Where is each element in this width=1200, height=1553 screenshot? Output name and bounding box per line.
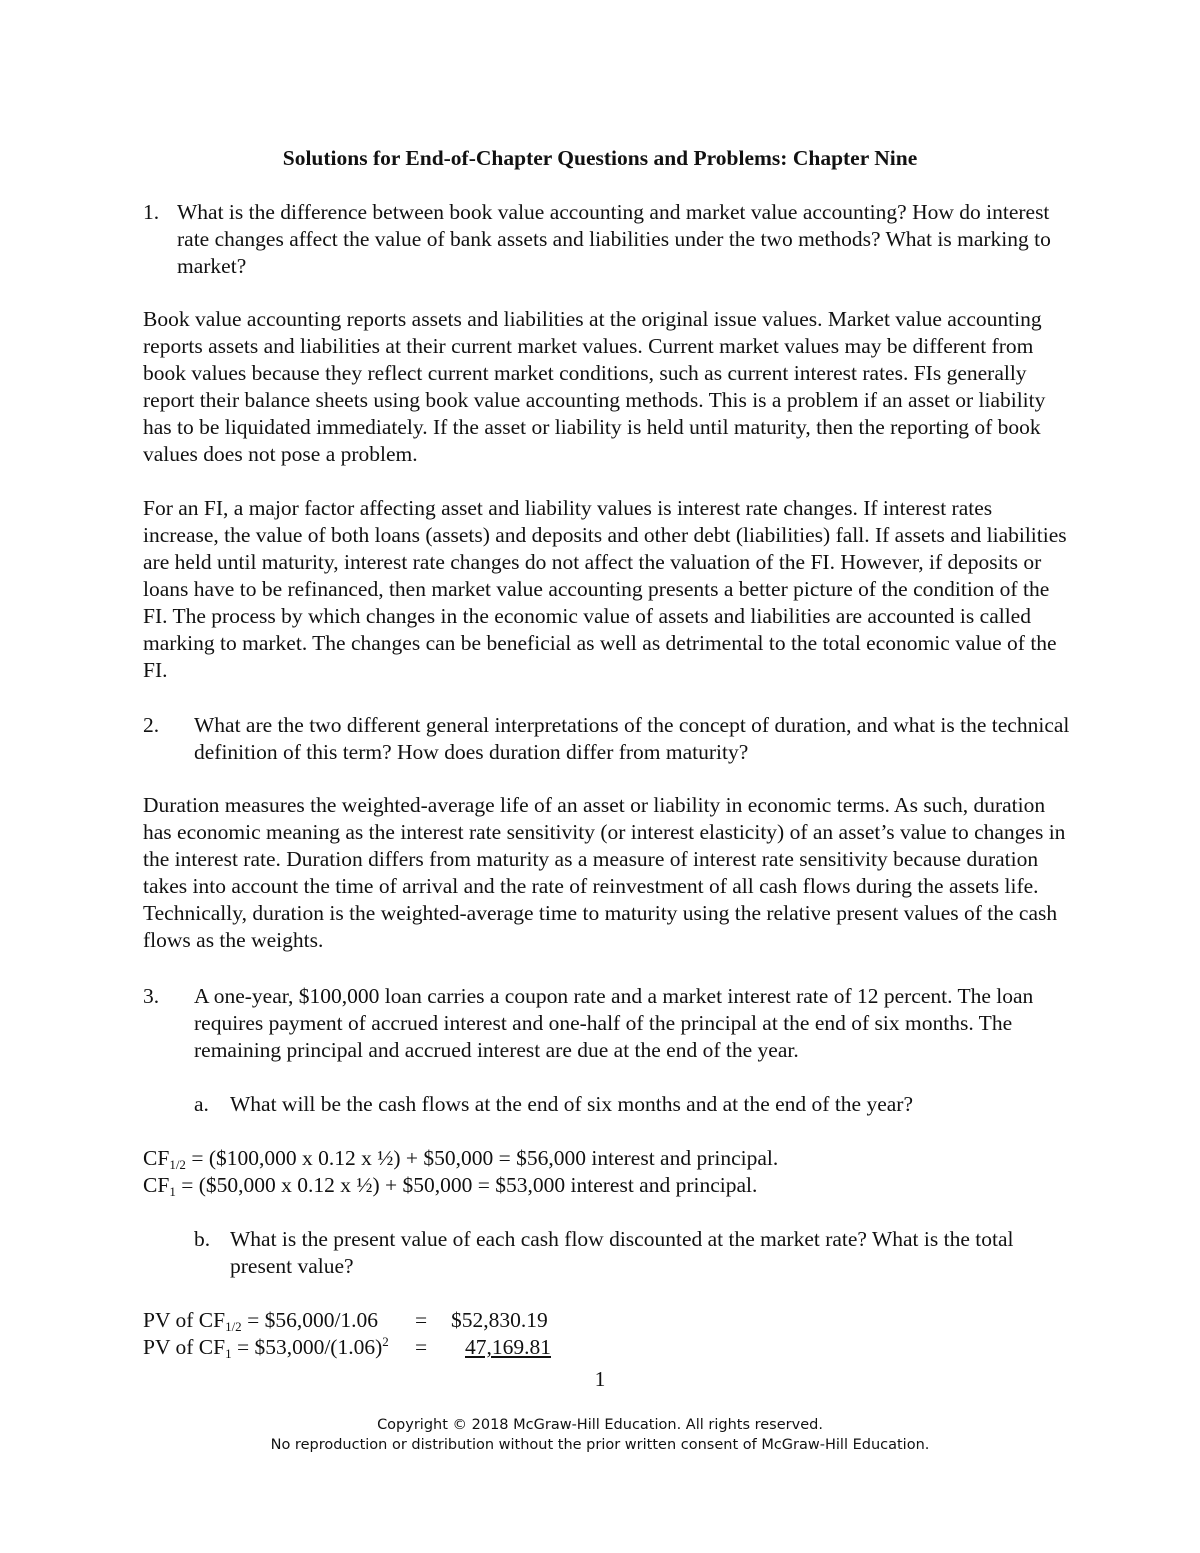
cf1-subscript: 1 <box>169 1184 176 1199</box>
pv2-exponent: 2 <box>382 1334 389 1349</box>
present-value-year-end-line <box>143 1334 389 1361</box>
cash-flow-year-end-line <box>143 1172 757 1199</box>
question-3a-letter: a. <box>194 1092 209 1116</box>
pv2-equals: = <box>415 1335 428 1359</box>
question-1-number: 1. <box>143 200 160 224</box>
cash-flow-half-year-line <box>143 1145 778 1172</box>
question-1-text: What is the difference between book value accounting and market value accounting? How do interest rate changes affect the value of bank assets and liabilities under the two methods? What is marking to market? <box>177 200 1051 278</box>
pv2-value <box>451 1334 551 1361</box>
cf-half-equation: = ($100,000 x 0.12 x ½) + $50,000 = $56,000 interest and principal. <box>185 1146 779 1170</box>
question-1-answer-paragraph-1: Book value accounting reports assets and liabilities at the original issue values. Market value accounting reports assets and liabilities at their current market values. Current market values may be different from book values because they reflect current market conditions, such as current interest rates. FIs generally report their balance sheets using book value accounting methods. This is a problem if an asset or liability has to be liquidated immediately. If the asset or liability is held until maturity, then the reporting of book values does not pose a problem. <box>143 307 1046 466</box>
page-title: Solutions for End-of-Chapter Questions and Problems: Chapter Nine <box>282 146 918 170</box>
question-2-answer: Duration measures the weighted-average life of an asset or liability in economic terms. As such, duration has economic meaning as the interest rate sensitivity (or interest elasticity) of an asset’s value to changes in the interest rate. Duration differs from maturity as a measure of interest rate sensitivity because duration takes into account the time of arrival and the rate of reinvestment of all cash flows during the assets life. Technically, duration is the weighted-average time to maturity using the relative present values of the cash flows as the weights. <box>143 793 1066 952</box>
question-2-number: 2. <box>143 713 160 737</box>
pv1-formula: = $56,000/1.06 <box>241 1308 379 1332</box>
copyright-footer-line-1: Copyright © 2018 McGraw-Hill Education. All rights reserved. <box>377 1417 823 1433</box>
question-1-answer-paragraph-2: For an FI, a major factor affecting asset and liability values is interest rate changes. If interest rates increase, the value of both loans (assets) and deposits and other debt (liabilities) fall. If assets and liabilities are held until maturity, interest rate changes do not affect the valuation of the FI. However, if deposits or loans have to be refinanced, then market value accounting presents a better picture of the condition of the FI. The process by which changes in the economic value of assets and liabilities are accounted is called marking to market. The changes can be beneficial as well as detrimental to the total economic value of the FI. <box>143 496 1067 682</box>
question-3-text: A one-year, $100,000 loan carries a coupon rate and a market interest rate of 12 percent. The loan requires payment of accrued interest and one-half of the principal at the end of six months. The remaining principal and accrued interest are due at the end of the year. <box>194 984 1034 1062</box>
cf1-label: CF <box>143 1173 170 1197</box>
question-3b-letter: b. <box>194 1227 211 1251</box>
pv1-prefix: PV of CF <box>143 1308 226 1332</box>
question-3a-text: What will be the cash flows at the end of six months and at the end of the year? <box>230 1092 914 1116</box>
cf-half-subscript: 1/2 <box>169 1157 186 1172</box>
pv1-subscript: 1/2 <box>225 1319 242 1334</box>
question-3-number: 3. <box>143 984 160 1008</box>
present-value-half-year-line <box>143 1307 378 1334</box>
question-2-text: What are the two different general interpretations of the concept of duration, and what is the technical definition of this term? How does duration differ from maturity? <box>194 713 1070 764</box>
cf-half-label: CF <box>143 1146 170 1170</box>
pv2-value-text: 47,169.81 <box>465 1335 551 1359</box>
pv2-subscript: 1 <box>225 1346 232 1361</box>
pv1-equals: = <box>415 1308 428 1332</box>
cf1-equation: = ($50,000 x 0.12 x ½) + $50,000 = $53,000 interest and principal. <box>175 1173 758 1197</box>
copyright-footer-line-2: No reproduction or distribution without the prior written consent of McGraw-Hill Education. <box>270 1437 930 1453</box>
pv2-prefix: PV of CF <box>143 1335 226 1359</box>
page-number: 1 <box>594 1367 606 1391</box>
pv1-value: $52,830.19 <box>451 1308 548 1332</box>
question-3b-text: What is the present value of each cash flow discounted at the market rate? What is the total present value? <box>230 1227 1014 1278</box>
pv2-formula: = $53,000/(1.06) <box>231 1335 383 1359</box>
